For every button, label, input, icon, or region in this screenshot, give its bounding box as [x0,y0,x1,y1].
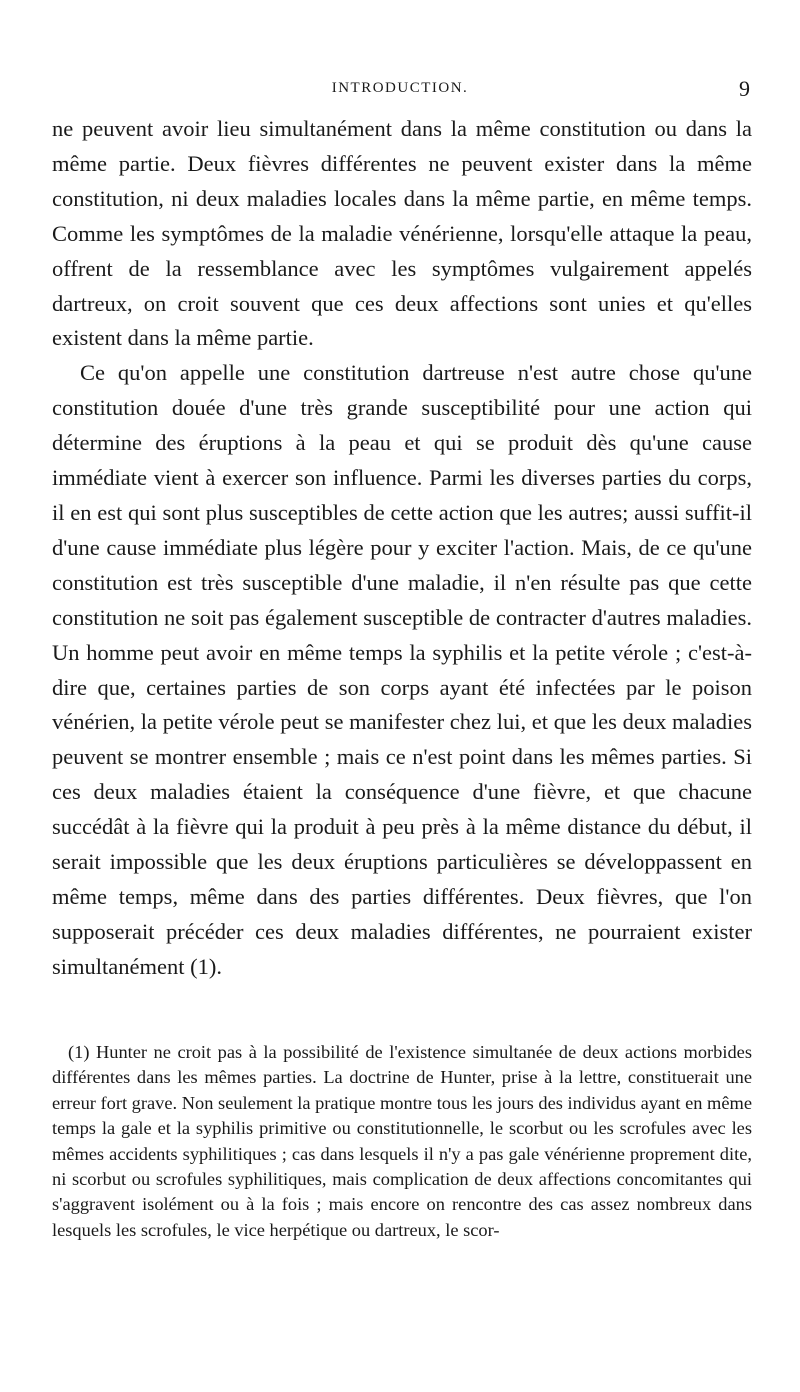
page-number: 9 [739,76,750,101]
running-title: INTRODUCTION. [331,80,469,96]
running-header [50,76,750,106]
footnote: (1) Hunter ne croit pas à la possibilité de l'existence simultanée de deux actions morbides différentes dans les mêmes parties. La doctrine de Hunter, prise à la lettre, constituerait une erreur fort grave. Non seulement la pratique montre tous les jours des individus ayant en même temps la gale et la syphilis primitive ou constitutionnelle, le scorbut ou les scrofules avec les mêmes accidents syphilitiques ; cas dans lesquels il n'y a pas gale vénérienne proprement dite, ni scorbut ou scrofules syphilitiques, mais complication de deux affections concomitantes qui s'aggravent isolément ou à la fois ; mais encore on rencontre des cas assez nombreux dans lesquels les scrofules, le vice herpétique ou dartreux, le scor- [52,1042,752,1240]
paragraph-2: Ce qu'on appelle une constitution dartreuse n'est autre chose qu'une constitution douée d'une très grande susceptibilité pour une action qui détermine des éruptions à la peau et qui se produit dès qu'une cause immédiate vient à exercer son influence. Parmi les diverses parties du corps, il en est qui sont plus susceptibles de cette action que les autres; aussi suffit-il d'une cause immédiate plus légère pour y exciter l'action. Mais, de ce qu'une constitution est très susceptible d'une maladie, il n'en résulte pas que cette constitution ne soit pas également susceptible de contracter d'autres maladies. Un homme peut avoir en même temps la syphilis et la petite vérole ; c'est-à-dire que, certaines parties de son corps ayant été infectées par le poison vénérien, la petite vérole peut se manifester chez lui, et que les deux maladies peuvent se montrer ensemble ; mais ce n'est point dans les mêmes parties. Si ces deux maladies étaient la conséquence d'une fièvre, et que chacune succédât à la fièvre qui la produit à peu près à la même distance du début, il serait impossible que les deux éruptions particulières se développassent en même temps, même dans des parties différentes. Deux fièvres, que l'on supposerait précéder ces deux maladies différentes, ne pourraient exister simultanément (1). [52,360,752,979]
paragraph-1: ne peuvent avoir lieu simultanément dans la même constitution ou dans la même partie. Deux fièvres différentes ne peuvent exister dans la même constitution, ni deux maladies locales dans la même partie, en même temps. Comme les symptômes de la maladie vénérienne, lorsqu'elle attaque la peau, offrent de la ressemblance avec les symptômes vulgairement appelés dartreux, on croit souvent que ces deux affections sont unies et qu'elles existent dans la même partie. [52,116,752,351]
main-text [52,112,752,985]
